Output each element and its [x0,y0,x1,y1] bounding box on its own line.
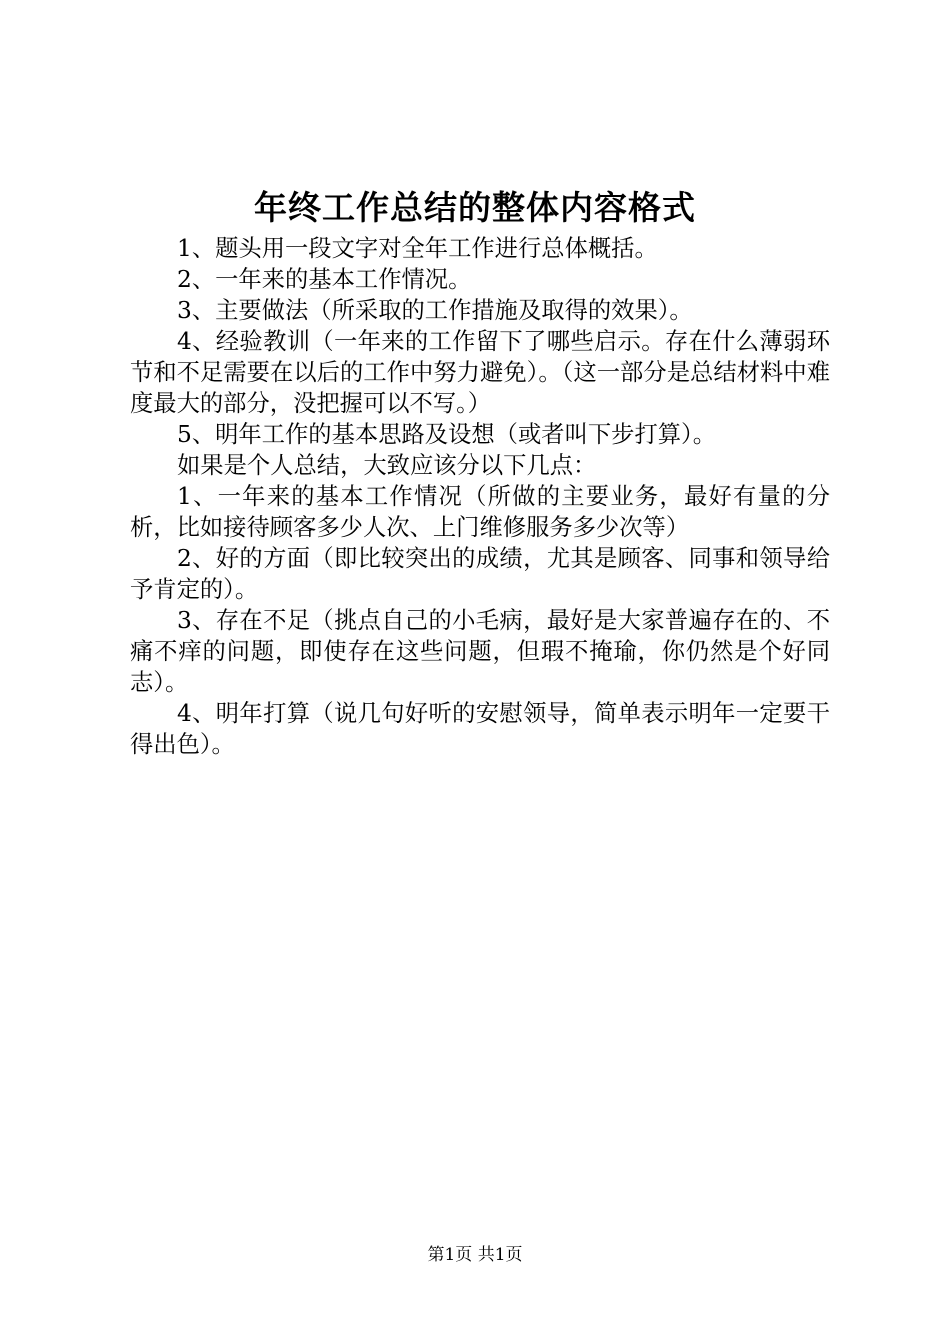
paragraph-personal-item-3: 3、存在不足（挑点自己的小毛病，最好是大家普遍存在的、不痛不痒的问题，即使存在这些问题，但瑕不掩瑜，你仍然是个好同志）。 [130,607,830,696]
document-title: 年终工作总结的整体内容格式 [254,188,696,227]
paragraph-summary-item-5: 5、明年工作的基本思路及设想（或者叫下步打算）。 [177,421,716,448]
paragraph-personal-item-2: 2、好的方面（即比较突出的成绩，尤其是顾客、同事和领导给予肯定的）。 [130,545,830,603]
paragraph-summary-item-4: 4、经验教训（一年来的工作留下了哪些启示。存在什么薄弱环节和不足需要在以后的工作中努力避免）。（这一部分是总结材料中难度最大的部分，没把握可以不写。） [130,328,830,417]
document-body [130,233,830,760]
paragraph-summary-item-1: 1、题头用一段文字对全年工作进行总体概括。 [177,235,658,262]
paragraph-summary-item-3: 3、主要做法（所采取的工作措施及取得的效果）。 [177,297,693,324]
page-number-footer: 第1页 共1页 [427,1245,523,1265]
paragraph-personal-item-4: 4、明年打算（说几句好听的安慰领导，简单表示明年一定要干得出色）。 [130,700,830,758]
paragraph-personal-intro: 如果是个人总结，大致应该分以下几点： [177,452,597,479]
paragraph-summary-item-2: 2、一年来的基本工作情况。 [177,266,472,293]
paragraph-personal-item-1: 1、一年来的基本工作情况（所做的主要业务，最好有量的分析，比如接待顾客多少人次、上门维修服务多少次等） [130,483,830,541]
